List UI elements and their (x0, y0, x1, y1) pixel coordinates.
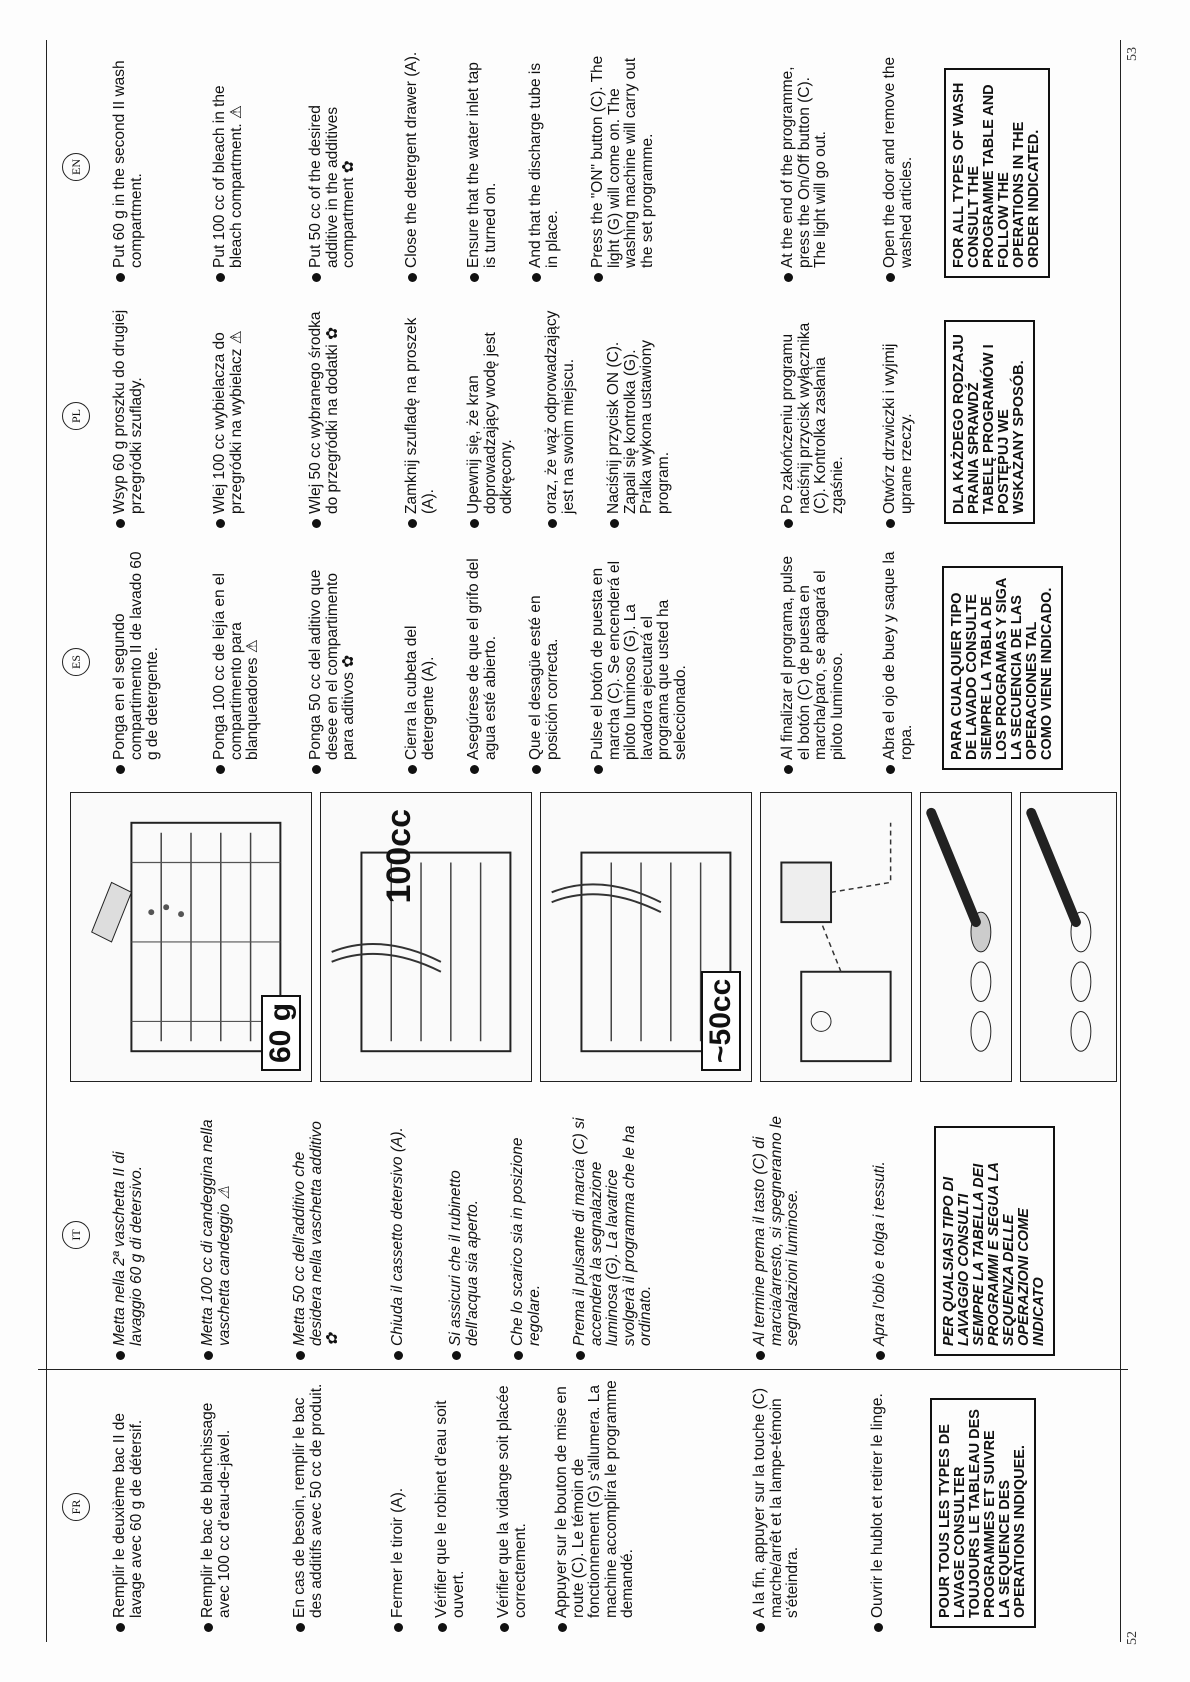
note-it: PER QUALSIASI TIPO DI LAVAGGIO CONSULTI SEMPRE LA TABELLA DEI PROGRAMMI E SEGUA LA SEQUENZA DELLE OPERAZIONI COME INDICATO (934, 1126, 1055, 1356)
step-it-1: Metta nella 2ª vaschetta II di lavaggio 60 g di detersivo. (112, 1108, 145, 1360)
step-fr-5: Vérifier que le robinet d'eau soit ouvert. (434, 1380, 467, 1632)
step-it-3: Metta 50 cc dell'additivo che desidera nella vaschetta additivo ✿ (292, 1108, 342, 1360)
rotated-spread (40, 40, 1150, 1642)
panel-rule-pl (46, 292, 47, 538)
note-pl: DLA KAŻDEGO RODZAJU PRANIA SPRAWDŹ TABELĘ PROGRAMÓW I POSTĘPUJ WE WSKAZANY SPOSÓB. (944, 320, 1035, 524)
step-fr-9: Ouvrir le hublot et retirer le linge. (870, 1380, 887, 1632)
step-pl-4: Zamknij szufladę na proszek (A). (404, 302, 437, 528)
lang-badge-fr: FR (62, 1493, 90, 1521)
step-fr-7: Appuyer sur le bouton de mise en route (C). Le témoin de fonctionnement (G) s'allumera. La machine accomplira le programme demandé. (554, 1380, 637, 1632)
step-it-9: Apra l'oblò e tolga i tessuti. (872, 1108, 889, 1360)
label-60g: 60 g (261, 995, 301, 1071)
step-fr-8: A la fin, appuyer sur la touche (C) marche/arrêt et la lampe-témoin s'éteindra. (752, 1380, 802, 1632)
step-en-5: Ensure that the water inlet tap is turned on. (466, 50, 499, 282)
step-pl-8: Po zakończeniu programu naciśnij przycisk wyłącznika (C). Kontrolka zasłania zgaśnie. (780, 302, 846, 528)
label-100cc: 100cc (380, 809, 418, 904)
lang-badge-pl: PL (62, 402, 90, 430)
step-pl-2: Wlej 100 cc wybielacza do przegródki na wybielacz ⚠ (212, 302, 245, 528)
picture-press-on (920, 792, 1012, 1082)
note-fr: POUR TOUS LES TYPES DE LAVAGE CONSULTER TOUJOURS LE TABLEAU DES PROGRAMMES ET SUIVRE LA SEQUENCE DES OPERATIONS INDIQUEE. (930, 1398, 1036, 1628)
step-en-8: At the end of the programme, press the On/Off button (C). The light will go out. (780, 50, 830, 282)
picture-tap-and-drain (760, 792, 912, 1082)
lang-badge-it: IT (62, 1221, 90, 1249)
step-it-4: Chiuda il cassetto detersivo (A). (390, 1108, 407, 1360)
bleach-warning-icon: ⚠ (215, 1185, 233, 1200)
step-en-2: Put 100 cc of bleach in the bleach compartment. ⚠ (212, 50, 245, 282)
step-en-4: Close the detergent drawer (A). (404, 50, 421, 282)
step-it-2: Metta 100 cc di candeggina nella vaschetta candeggio ⚠ (200, 1108, 233, 1360)
lang-badge-es: ES (62, 648, 90, 676)
step-en-1: Put 60 g in the second II wash compartment. (112, 50, 145, 282)
label-50cc: ~50cc (701, 971, 741, 1071)
step-pl-6: oraz, że wąż odprowadzający jest na swoim miejscu. (544, 302, 577, 528)
panel-en (40, 40, 1120, 292)
flower-icon: ✿ (340, 160, 357, 174)
step-fr-4: Fermer le tiroir (A). (390, 1380, 407, 1632)
flower-icon: ✿ (340, 654, 357, 668)
note-en: FOR ALL TYPES OF WASH CONSULT THE PROGRAMME TABLE AND FOLLOW THE OPERATIONS IN THE ORDER INDICATED. (944, 68, 1050, 278)
picture-detergent (70, 792, 312, 1082)
step-it-6: Che lo scarico sia in posizione regolare. (510, 1108, 543, 1360)
lang-badge-en: EN (62, 153, 90, 181)
step-es-6: Que el desagüe esté en posición correcta. (528, 548, 561, 774)
picture-press-off (1020, 792, 1117, 1082)
step-en-9: Open the door and remove the washed articles. (882, 50, 915, 282)
bleach-warning-icon: ⚠ (227, 330, 245, 345)
step-pl-5: Upewnij się, że kran doprowadzający wodę jest odkręcony. (466, 302, 516, 528)
step-fr-6: Vérifier que la vidange soit placée correctement. (496, 1380, 529, 1632)
step-es-1: Ponga en el segundo compartimento II de lavado 60 g de detergente. (112, 548, 162, 774)
panel-es (40, 538, 1120, 784)
step-en-3: Put 50 cc of the desired additive in the additives compartment ✿ (308, 50, 358, 282)
panel-pl (40, 292, 1120, 538)
picture-bleach (320, 792, 532, 1082)
page-number-right: 53 (1125, 47, 1140, 61)
panel-it (40, 1098, 1120, 1370)
flower-icon: ✿ (324, 1333, 341, 1346)
bleach-warning-icon: ⚠ (244, 639, 261, 654)
step-it-7: Prema il pulsante di marcia (C) si accenderà la segnalazione luminosa (G). La lavatrice svolgerà il programma che le ha ordinato. (572, 1108, 655, 1360)
step-es-3: Ponga 50 cc del aditivo que desee en el compartimento para aditivos ✿ (308, 548, 358, 774)
illustrations (70, 792, 1120, 1082)
step-en-7: Press the "ON" button (C). The light (G) will come on. The washing machine will carry out the set programme. (590, 50, 656, 282)
page-number-left: 52 (1125, 1631, 1140, 1645)
bleach-warning-icon: ⚠ (227, 105, 245, 119)
step-es-2: Ponga 100 cc de lejía en el compartimento para blanqueadores ⚠ (212, 548, 262, 774)
step-fr-1: Remplir le deuxième bac II de lavage avec 60 g de détersif. (112, 1380, 145, 1632)
step-fr-2: Remplir le bac de blanchissage avec 100 cc d'eau-de-javel. (200, 1380, 233, 1632)
note-es: PARA CUALQUIER TIPO DE LAVADO CONSULTE SIEMPRE LA TABLA DE LOS PROGRAMAS Y SIGA LA SECUENCIA DE LAS OPERACIONES TAL COMO VIENE INDICADO. (942, 566, 1063, 770)
step-es-8: Al finalizar el programa, pulse el botón (C) de puesta en marcha/paro, se apagará el piloto luminoso. (780, 548, 846, 774)
step-es-9: Abra el ojo de buey y saque la ropa. (882, 548, 915, 774)
step-fr-3: En cas de besoin, remplir le bac des additifs avec 50 cc de produit. (292, 1380, 325, 1632)
step-pl-9: Otwórz drzwiczki i wyjmij uprane rzeczy. (882, 302, 915, 528)
panel-fr (40, 1370, 1120, 1642)
step-es-7: Pulse el botón de puesta en marcha (C). Se encenderá el piloto luminoso (G). La lavadora ejecutará el programa que usted ha seleccionado. (590, 548, 689, 774)
step-es-4: Cierra la cubeta del detergente (A). (404, 548, 437, 774)
bottom-rule (1120, 40, 1121, 1642)
picture-additive (540, 792, 752, 1082)
step-it-5: Si assicuri che il rubinetto dell'acqua sia aperto. (448, 1108, 481, 1360)
panel-rule-en (46, 40, 47, 292)
step-es-5: Asegúrese de que el grifo del agua esté abierto. (466, 548, 499, 774)
panel-rule-es (46, 538, 47, 784)
step-pl-1: Wsyp 60 g proszku do drugiej przegródki szuflady. (112, 302, 145, 528)
step-pl-3: Wlej 50 cc wybranego środka do przegródki na dodatki ✿ (308, 302, 341, 528)
step-pl-7: Naciśnij przycisk ON (C). Zapali się kontrolka (G). Pralka wykona ustawiony program. (606, 302, 672, 528)
flower-icon: ✿ (323, 326, 341, 340)
step-en-6: And that the discharge tube is in place. (528, 50, 561, 282)
step-it-8: Al termine prema il tasto (C) di marcia/arresto, si spegneranno le segnalazioni luminose. (752, 1108, 802, 1360)
